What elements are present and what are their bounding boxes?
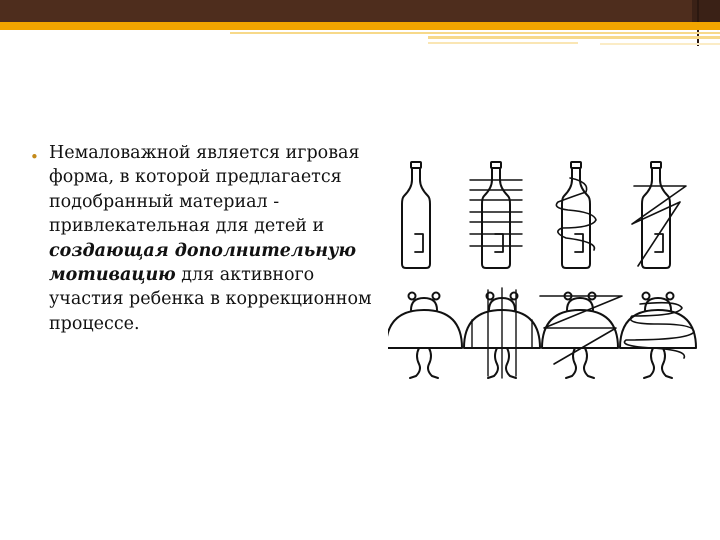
bottle-with-spiral (556, 162, 596, 268)
body-text-start: Немаловажной является игровая форма, в которой предлагается подобранный материал - привлекательная для детей и (49, 143, 360, 237)
superimposed-objects-illustration (388, 152, 708, 384)
toy-figure-with-spiral (620, 293, 696, 379)
toy-figure-with-zigzag (540, 293, 622, 379)
bottle-with-lines (470, 162, 522, 268)
bottle-with-zigzag (632, 162, 686, 268)
accent-band (0, 22, 720, 30)
accent-stripe (428, 36, 720, 39)
accent-stripe (600, 43, 720, 45)
accent-stripe (428, 42, 578, 44)
bottle-plain (402, 162, 430, 268)
slide-body-text (49, 141, 379, 336)
toy-figure-with-lines (464, 288, 540, 378)
accent-stripe (230, 32, 720, 34)
body-text-end: для активного участия ребенка в коррекционном процессе. (49, 265, 372, 334)
toy-figure-plain (388, 293, 462, 379)
header-bar (0, 0, 720, 22)
bullet-marker: • (30, 148, 39, 166)
body-text-emphasis: создающая дополнительную мотивацию (49, 240, 357, 286)
